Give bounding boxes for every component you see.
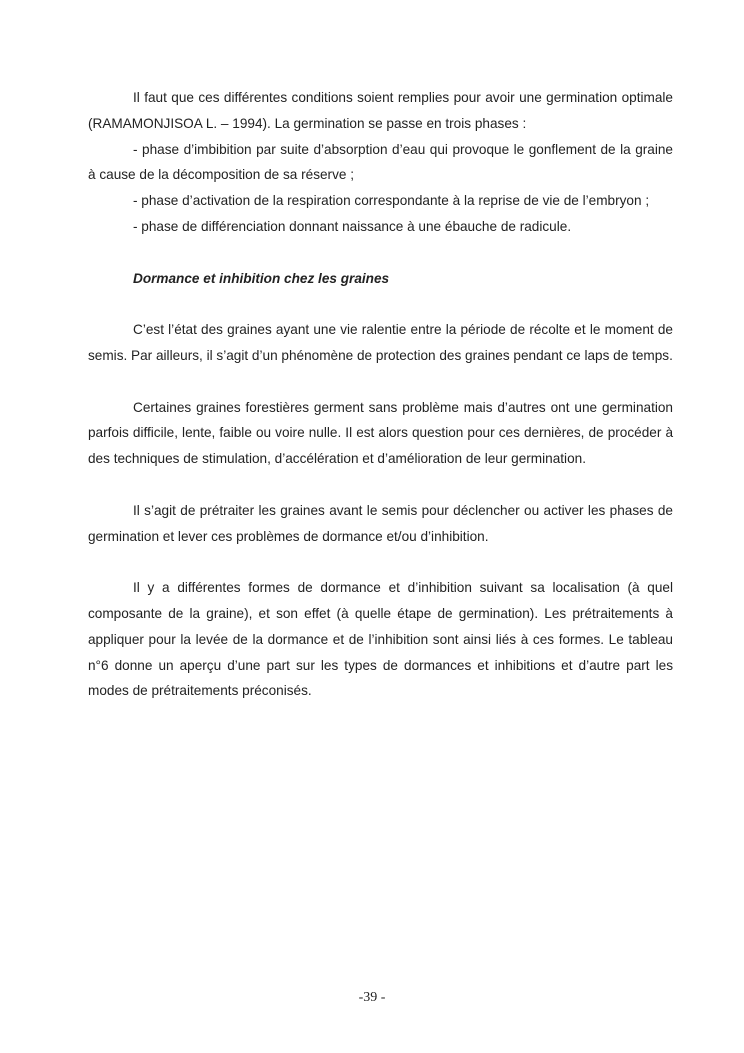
spacer xyxy=(88,291,673,317)
spacer xyxy=(88,472,673,498)
paragraph-definition: C’est l’état des graines ayant une vie ralentie entre la période de récolte et le moment de semis. Par ailleurs, il s’agit d’un phénomène de protection des graines pendant ce laps de temps. xyxy=(88,322,673,363)
spacer xyxy=(88,369,673,395)
spacer xyxy=(88,240,673,266)
page-body xyxy=(88,85,673,704)
phase-activation: - phase d’activation de la respiration correspondante à la reprise de vie de l’embryon ; xyxy=(133,193,650,209)
section-heading: Dormance et inhibition chez les graines xyxy=(133,270,390,286)
paragraph-dormancy-forms: Il y a différentes formes de dormance et d’inhibition suivant sa localisation (à quel composante de la graine), et son effet (à quelle étape de germination). Les prétraitements à appliquer pour la levée de la dormance et de l’inhibition sont ainsi liés à ces formes. Le tableau n°6 donne un aperçu d’une part sur les types de dormances et inhibitions et d’autre part les modes de prétraitements préconisés. xyxy=(88,580,673,699)
page-number: -39 - xyxy=(358,990,386,1005)
paragraph-germination-difficulty: Certaines graines forestières germent sans problème mais d’autres ont une germination parfois difficile, lente, faible ou voire nulle. Il est alors question pour ces dernières, de procéder à des techniques de stimulation, d’accélération et d’amélioration de leur germination. xyxy=(88,399,673,467)
intro-paragraph: Il faut que ces différentes conditions soient remplies pour avoir une germination optimale (RAMAMONJISOA L. – 1994). La germination se passe en trois phases : xyxy=(88,90,673,131)
spacer xyxy=(88,549,673,575)
paragraph-pretreatment: Il s’agit de prétraiter les graines avant le semis pour déclencher ou activer les phases de germination et lever ces problèmes de dormance et/ou d’inhibition. xyxy=(88,502,673,544)
phase-differenciation: - phase de différenciation donnant naissance à une ébauche de radicule. xyxy=(133,218,572,234)
phase-imbibition: - phase d’imbibition par suite d’absorption d’eau qui provoque le gonflement de la graine à cause de la décomposition de sa réserve ; xyxy=(88,141,673,183)
